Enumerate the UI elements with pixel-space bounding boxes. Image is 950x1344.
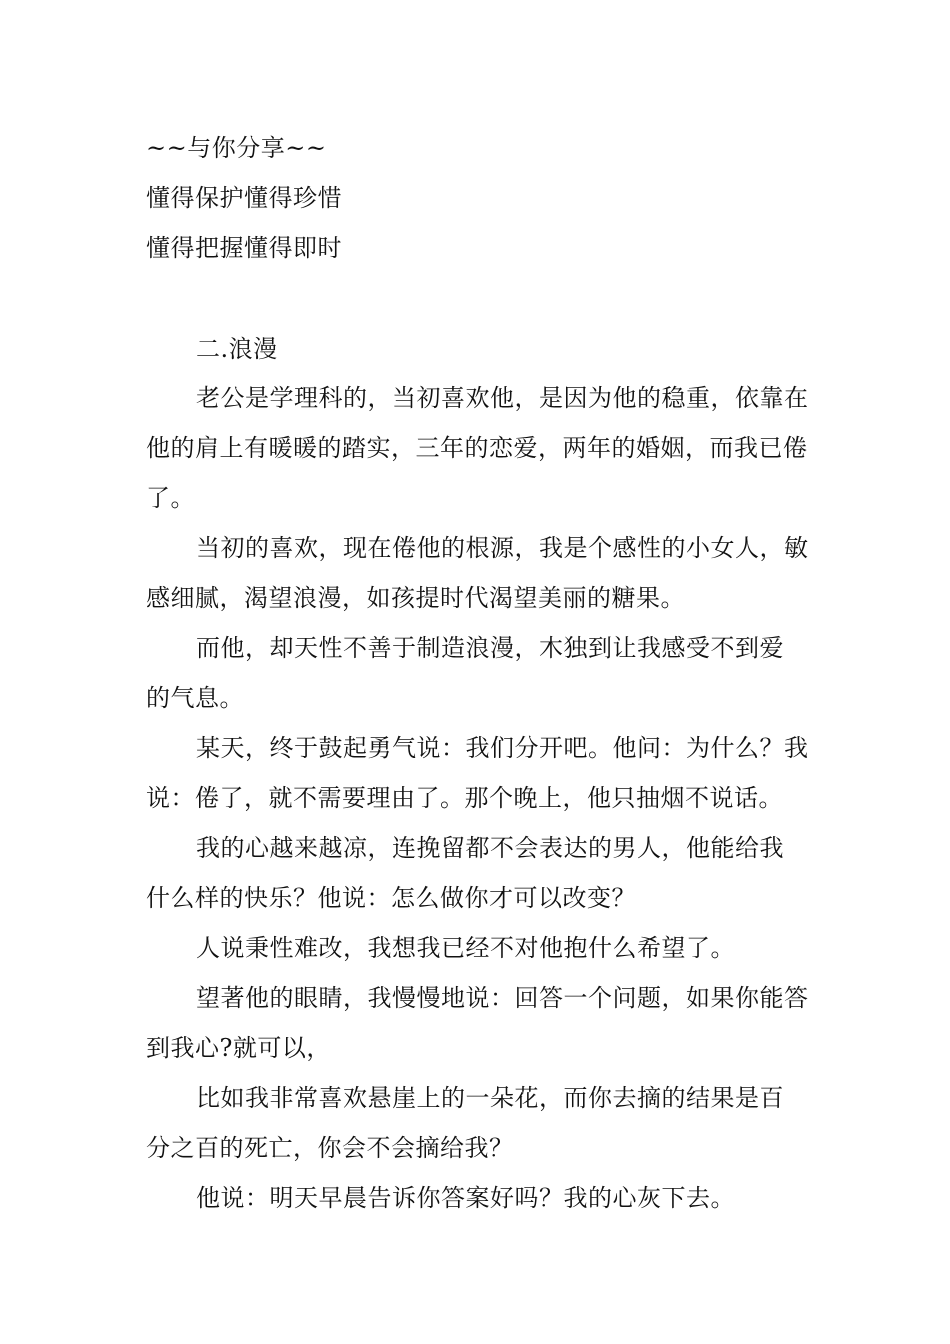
- paragraph-line: 人说秉性难改，我想我已经不对他抱什么希望了。: [196, 934, 735, 962]
- paragraph-line: 而他，却天性不善于制造浪漫，木独到让我感受不到爱: [196, 634, 784, 662]
- paragraph-line: 我的心越来越凉，连挽留都不会表达的男人，他能给我: [196, 834, 784, 862]
- motto-line-1: 懂得保护懂得珍惜: [146, 184, 342, 212]
- paragraph-line: 他说：明天早晨告诉你答案好吗？我的心灰下去。: [196, 1184, 735, 1212]
- paragraph-line: 感细腻，渴望浪漫，如孩提时代渴望美丽的糖果。: [146, 584, 685, 612]
- motto-line-2: 懂得把握懂得即时: [146, 234, 342, 262]
- paragraph-line: 某天，终于鼓起勇气说：我们分开吧。他问：为什么？我: [196, 734, 809, 762]
- paragraph-line: 了。: [146, 484, 195, 512]
- section-heading: 二.浪漫: [196, 335, 278, 363]
- paragraph-line: 说：倦了，就不需要理由了。那个晚上，他只抽烟不说话。: [146, 784, 783, 812]
- paragraph-line: 望著他的眼睛，我慢慢地说：回答一个问题，如果你能答: [196, 984, 809, 1012]
- share-title: ~~与你分享~~: [146, 134, 327, 162]
- paragraph-line: 当初的喜欢，现在倦他的根源，我是个感性的小女人，敏: [196, 534, 809, 562]
- paragraph-line: 他的肩上有暖暖的踏实，三年的恋爱，两年的婚姻，而我已倦: [146, 434, 808, 462]
- paragraph-line: 老公是学理科的，当初喜欢他，是因为他的稳重，依靠在: [196, 384, 809, 412]
- paragraph-line: 什么样的快乐？他说：怎么做你才可以改变？: [146, 884, 636, 912]
- paragraph-line: 的气息。: [146, 684, 244, 712]
- paragraph-line: 分之百的死亡，你会不会摘给我？: [146, 1134, 514, 1162]
- paragraph-line: 到我心?就可以，: [146, 1034, 331, 1062]
- paragraph-line: 比如我非常喜欢悬崖上的一朵花，而你去摘的结果是百: [196, 1084, 784, 1112]
